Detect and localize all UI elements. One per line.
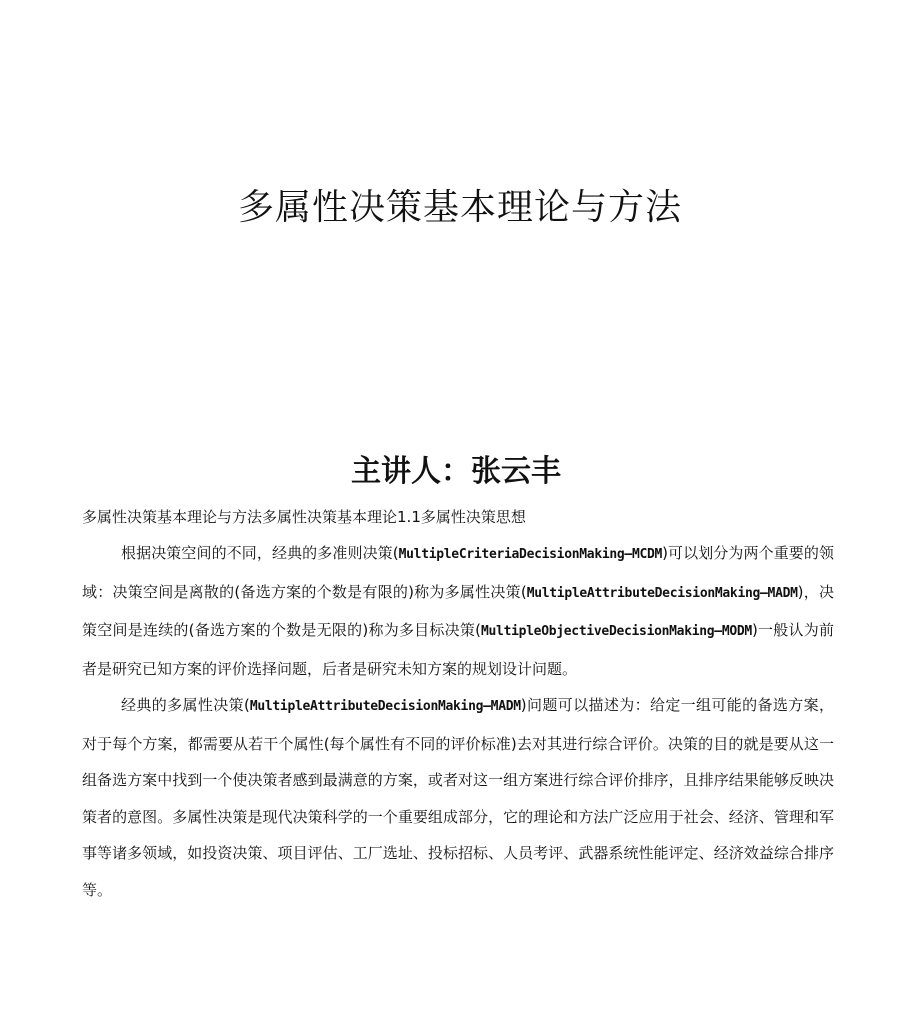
paragraph-1-term-madm: MultipleAttributeDecisionMaking—MADM xyxy=(526,585,798,601)
paragraph-1-term-modm: MultipleObjectiveDecisionMaking—MODM xyxy=(480,624,752,639)
paragraph-1 xyxy=(82,535,834,687)
paragraph-1-text-2: )可以划分为两个重要的领域：决策空间是离散的(备选方案的个数是有限的)称为多属性决策( xyxy=(82,544,834,601)
paragraph-2-term-madm: MultipleAttributeDecisionMaking—MADM xyxy=(249,699,521,714)
paragraph-2-text-1: 经典的多属性决策( xyxy=(121,696,250,714)
presenter-line: 主讲人：张云丰 xyxy=(351,454,561,489)
document-body xyxy=(82,499,834,908)
paragraph-2 xyxy=(82,687,834,908)
paragraph-1-text-4: )一般认为前者是研究已知方案的评价选择问题，后者是研究未知方案的规划设计问题。 xyxy=(82,621,834,678)
running-heading: 多属性决策基本理论与方法多属性决策基本理论1.1多属性决策思想 xyxy=(82,508,526,526)
paragraph-1-text-1: 根据决策空间的不同，经典的多准则决策( xyxy=(121,544,399,562)
paragraph-1-text-3: )，决策空间是连续的(备选方案的个数是无限的)称为多目标决策( xyxy=(82,582,834,639)
paragraph-2-text-2: )问题可以描述为：给定一组可能的备选方案，对于每个方案，都需要从若干个属性(每个属性有不同的评价标准)去对其进行综合评价。决策的目的就是要从这一组备选方案中找到一个使决策者感到最满意的方案，或者对这一组方案进行综合评价排序，且排序结果能够反映决策者的意图。多属性决策是现代决策科学的一个重要组成部分，它的理论和方法广泛应用于社会、经济、管理和军事等诸多领域，如投资决策、项目评估、工厂选址、投标招标、人员考评、武器系统性能评定、经济效益综合排序等。 xyxy=(82,696,835,899)
document-title: 多属性决策基本理论与方法 xyxy=(237,187,682,228)
paragraph-1-term-mcdm: MultipleCriteriaDecisionMaking—MCDM xyxy=(398,547,663,562)
